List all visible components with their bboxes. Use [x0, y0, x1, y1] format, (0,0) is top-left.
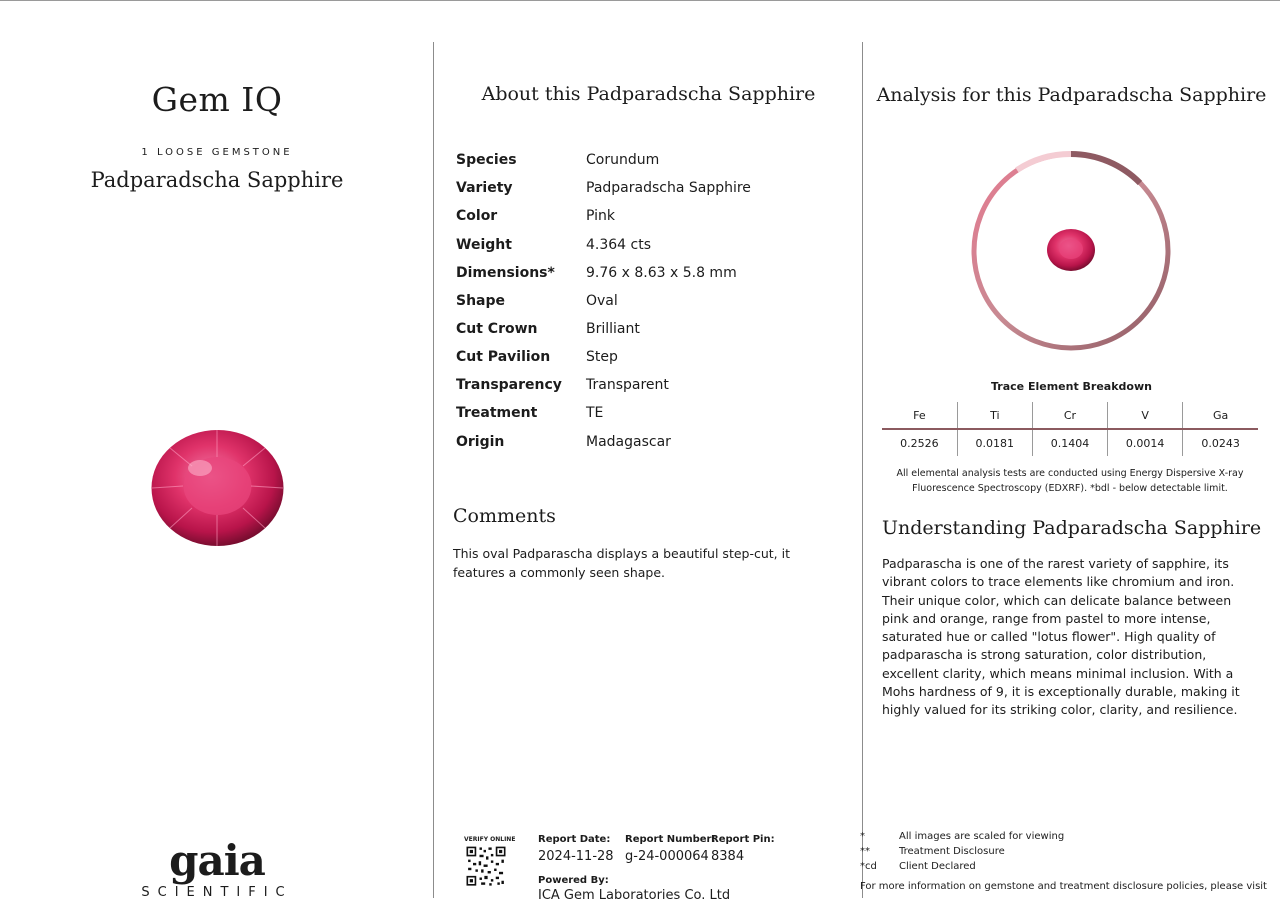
property-value: Corundum [586, 152, 660, 168]
legend-text: Treatment Disclosure [899, 846, 1005, 857]
report-number-label: Report Number: [625, 834, 716, 845]
property-value: Madagascar [586, 434, 671, 450]
legend-symbol: ** [860, 846, 870, 857]
report-pin-value: 8384 [711, 849, 745, 864]
element-value: 0.1404 [1032, 429, 1107, 456]
property-label: Transparency [456, 377, 562, 393]
element-value: 0.0014 [1108, 429, 1183, 456]
property-value: TE [586, 405, 604, 421]
property-label: Species [456, 152, 517, 168]
property-label: Cut Crown [456, 321, 538, 337]
property-value: Transparent [586, 377, 669, 393]
property-label: Dimensions* [456, 265, 555, 281]
comments-title: Comments [453, 505, 556, 527]
element-value: 0.2526 [900, 436, 939, 450]
trace-element-table [882, 402, 1258, 456]
legend-text: All images are scaled for viewing [899, 831, 1065, 842]
column-divider-right [862, 42, 863, 898]
verify-online-label: VERIFY ONLINE [464, 836, 516, 843]
powered-by-value: ICA Gem Laboratories Co. Ltd [538, 888, 731, 903]
analysis-section-title: Analysis for this Padparadscha Sapphire [876, 84, 1267, 106]
property-value: Pink [586, 208, 616, 224]
element-name: V [1108, 402, 1183, 429]
element-name: Ga [1183, 402, 1258, 429]
element-value: 0.0181 [957, 429, 1032, 456]
property-label: Cut Pavilion [456, 349, 551, 365]
property-value: 4.364 cts [586, 237, 652, 253]
element-name: Cr [1032, 402, 1107, 429]
analysis-note: All elemental analysis tests are conducted using Energy Dispersive X-ray Fluorescence Spectroscopy (EDXRF). *bdl - below detectable limit. [896, 468, 1244, 494]
legend-symbol: *cd [860, 861, 877, 872]
report-pin-label: Report Pin: [711, 834, 775, 845]
gaia-logo-subtitle: SCIENTIFIC [141, 885, 293, 900]
element-value: 0.0243 [1183, 429, 1258, 456]
gemstone-count-label: 1 LOOSE GEMSTONE [141, 147, 293, 158]
legend-text: Client Declared [899, 861, 976, 872]
property-label: Shape [456, 293, 506, 309]
gaia-logo: gaia [169, 836, 265, 885]
property-value: Oval [586, 293, 618, 309]
property-label: Weight [456, 237, 512, 253]
legend-symbol: * [860, 831, 865, 842]
top-border [0, 0, 1280, 1]
gemstone-image [150, 428, 285, 548]
understanding-text: Padparascha is one of the rarest variety of sapphire, its vibrant colors to trace elements like chromium and iron. Their unique color, which can delicate balance between pink and orange, range from pastel to more intense, saturated hue or called "lotus flower". High quality of padparascha is strong saturation, color distribution, excellent clarity, which means minimal inclusion. With a Mohs hardness of 9, it is exceptionally durable, making it highly valued for its striking color, clarity, and resilience. [882, 556, 1240, 718]
brand-title: Gem IQ [151, 80, 283, 119]
element-name: Fe [882, 402, 957, 429]
property-value: Padparadscha Sapphire [586, 180, 751, 196]
property-value: 9.76 x 8.63 x 5.8 mm [586, 265, 737, 281]
report-date-label: Report Date: [538, 834, 611, 845]
property-label: Origin [456, 434, 505, 450]
property-value: Step [586, 349, 618, 365]
gemstone-thumbnail [1046, 228, 1096, 272]
property-value: Brilliant [586, 321, 640, 337]
powered-by-label: Powered By: [538, 875, 609, 886]
comments-text: This oval Padparascha displays a beautiful step-cut, it features a commonly seen shape. [453, 546, 790, 580]
gemstone-name: Padparadscha Sapphire [90, 168, 344, 192]
element-name: Ti [957, 402, 1032, 429]
property-label: Color [456, 208, 498, 224]
about-section-title: About this Padparadscha Sapphire [481, 83, 816, 105]
qr-code[interactable] [450, 845, 522, 897]
property-label: Variety [456, 180, 513, 196]
trace-element-title: Trace Element Breakdown [991, 380, 1152, 393]
property-label: Treatment [456, 405, 538, 421]
report-date-value: 2024-11-28 [538, 849, 614, 864]
more-info-text: For more information on gemstone and treatment disclosure policies, please visit [860, 881, 1267, 892]
report-number-value: g-24-000064 [625, 849, 709, 864]
understanding-title: Understanding Padparadscha Sapphire [882, 517, 1262, 539]
